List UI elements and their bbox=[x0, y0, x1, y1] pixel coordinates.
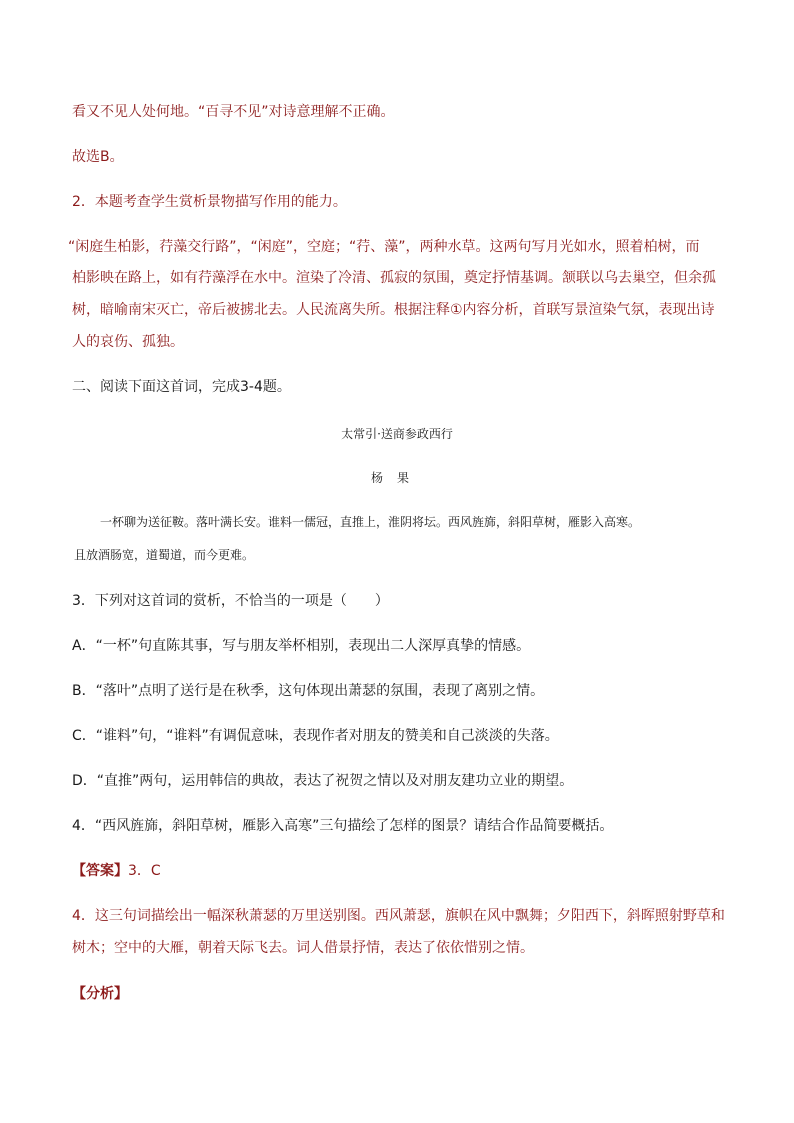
text-line: 2．本题考查学生赏析景物描写作用的能力。 bbox=[72, 194, 347, 210]
poem-line: 一杯聊为送征鞍。落叶满长安。谁料一儒冠，直推上，淮阴将坛。西风旌旆，斜阳草树，雁影入高寒。 bbox=[100, 515, 641, 529]
option-a: A．“一杯”句直陈其事，写与朋友举杯相别，表现出二人深厚真挚的情感。 bbox=[72, 638, 531, 654]
analysis-line: 柏影映在路上，如有荇藻浮在水中。渲染了冷清、孤寂的氛围，奠定抒情基调。颔联以乌去巢空，但余孤 bbox=[72, 270, 716, 286]
analysis-line: 树，暗喻南宋灭亡，帝后被掳北去。人民流离失所。根据注释①内容分析，首联写景渲染气氛，表现出诗 bbox=[72, 302, 715, 318]
answer-label: 【答案】 bbox=[72, 863, 128, 879]
analysis-line: “闲庭生柏影，荇藻交行路”，“闲庭”，空庭；“荇、藻”，两种水草。这两句写月光如水，照着柏树，而 bbox=[68, 239, 700, 255]
text-line: 故选B。 bbox=[72, 149, 124, 165]
answer-line bbox=[72, 861, 732, 881]
answer-4-line: 4．这三句词描绘出一幅深秋萧瑟的万里送别图。西风萧瑟，旗帜在风中飘舞；夕阳西下，斜晖照射野草和 bbox=[72, 908, 725, 924]
option-b: B．“落叶”点明了送行是在秋季，这句体现出萧瑟的氛围，表现了离别之情。 bbox=[72, 683, 545, 699]
question-4: 4．“西风旌旆，斜阳草树，雁影入高寒”三句描绘了怎样的图景？请结合作品简要概括。 bbox=[72, 818, 614, 834]
text-line: 看又不见人处何地。“百寻不见”对诗意理解不正确。 bbox=[72, 104, 395, 120]
analysis-line: 人的哀伤、孤独。 bbox=[72, 334, 184, 350]
option-c: C．“谁料”句，“谁料”有调侃意味，表现作者对朋友的赞美和自己淡淡的失落。 bbox=[72, 728, 559, 744]
option-d: D．“直推”两句，运用韩信的典故，表达了祝贺之情以及对朋友建功立业的期望。 bbox=[72, 773, 574, 789]
answer-value: 3．C bbox=[128, 863, 161, 879]
poem-line: 且放酒肠宽，道蜀道，而今更难。 bbox=[74, 548, 255, 562]
section-heading: 二、阅读下面这首词，完成3-4题。 bbox=[72, 379, 291, 395]
poem-title: 太常引·送商参政西行 bbox=[341, 427, 453, 441]
answer-4-line: 树木；空中的大雁，朝着天际飞去。词人借景抒情，表达了依依惜别之情。 bbox=[72, 940, 534, 956]
poem-author: 杨果 bbox=[370, 471, 423, 485]
question-3: 3．下列对这首词的赏析，不恰当的一项是（ ） bbox=[72, 593, 389, 609]
analysis-label: 【分析】 bbox=[72, 986, 128, 1002]
